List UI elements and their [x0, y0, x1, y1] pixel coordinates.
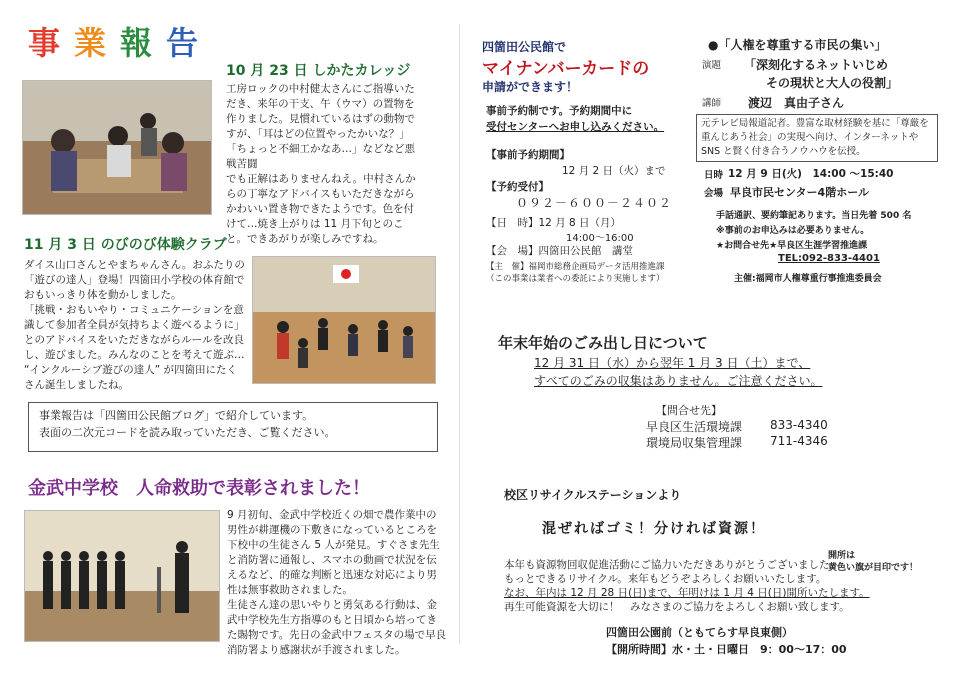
- gym-photo-image: [253, 257, 435, 383]
- mynumber-note2: （この事業は業者への委託により実施します）: [486, 274, 665, 284]
- article3-heading: 金武中学校 人命救助で表彰されました！: [28, 478, 370, 499]
- jinken-speaker: 渡辺 真由子さん: [748, 96, 845, 110]
- jinken-venue: 早良市民センター4階ホール: [730, 186, 869, 199]
- jinken-theme-label: 演題: [702, 60, 722, 71]
- mynumber-lead2: 受付センターへお申し込みください。: [486, 121, 665, 133]
- jinken-tel: TEL:092-833-4401: [778, 253, 880, 264]
- page-title: [28, 18, 198, 64]
- article2-body: ダイス山口さんとやまちゃんさん。おふたりの「遊びの達人」登場！四箇田小学校の体育館でおもいっきり体を動かしました。 「挑戦・おもいやり・コミュニケーションを意識して参加者全員が気持ちよく遊べるように」とのアドバイスをいただきながらルールを改良し、遊びました。みんなのことを考えて遊ぶ… “インクルーシブ遊びの達人” が四箇田にたくさん誕生しましたね。: [24, 259, 245, 391]
- mynumber-venue: 【会 場】四箇田公民館 講堂: [486, 245, 633, 257]
- gomi-line1: 12 月 31 日（水）から翌年 1 月 3 日（土）まで、: [534, 356, 811, 370]
- gomi-title: 年末年始のごみ出し日について: [498, 334, 708, 352]
- crafting-photo-image: [23, 81, 211, 214]
- recycle-p4: 再生可能資源を大切に！ みなさまのご協力をよろしくお願い致します。: [504, 601, 850, 613]
- article3-body: 9 月初旬、金武中学校近くの畑で農作業中の男性が耕運機の下敷きになっているところを下校中の生徒さん 5 人が発見。すぐさま先生と消防署に通報し、スマホの動画で状況を伝えるなど、的確な判断と迅速な対応により男性は無事救助されました。 生徒さん達の思いやりと勇気ある行動は、金武中学校先生方指導のもと日頃から培ってきた賜物です。先日の金武中フェスタの場で早良消防署より感謝状が手渡されました。: [227, 509, 447, 656]
- mynumber-note1: 【主 催】福岡市総務企画局データ活用推進課: [486, 262, 665, 272]
- recycle-place: 四箇田公園前（ともてらす早良東側）: [606, 626, 793, 639]
- jinken-theme1: 「深刻化するネットいじめ: [744, 58, 889, 72]
- mynumber-date: 【日 時】12 月 8 日（月）: [486, 217, 622, 229]
- recycle-slogan: 混ぜればゴミ！分ければ資源！: [542, 521, 766, 537]
- blog-note-box: 事業報告は「四箇田公民館ブログ」で紹介しています。 表面の二次元コードを読み取っていただき、ご覧ください。: [28, 402, 438, 452]
- gomi-contact2-name: 環境局収集管理課: [646, 436, 743, 450]
- jinken-notice1: 手話通訳、要約筆記あります。当日先着 500 名: [716, 211, 912, 221]
- jinken-date: 12 月 9 日(火) 14:00 〜15:40: [728, 168, 894, 180]
- gomi-contact1-tel: 833-4340: [770, 418, 828, 432]
- mynumber-time: 14:00〜16:00: [566, 233, 634, 244]
- recycle-p3: なお、年内は 12 月 28 日(日)まで、年明けは 1 月 4 日(日)開所いたします。: [504, 587, 870, 599]
- mynumber-phone: ０９２－６００－２４０２: [516, 196, 673, 210]
- column-divider: [459, 24, 460, 644]
- mynumber-subtitle: 申請ができます！: [482, 80, 579, 94]
- mynumber-pre: 四箇田公民館で: [482, 40, 567, 54]
- mynumber-period-label: 【事前予約期間】: [486, 149, 570, 161]
- article2-heading: 11 月 3 日 のびのび体験クラブ: [24, 237, 227, 253]
- gomi-contact-label: 【問合せ先】: [656, 404, 722, 417]
- recycle-p2: もっとできるリサイクル。来年もどうぞよろしくお願いいたします。: [504, 573, 827, 585]
- title-char: 業: [74, 24, 107, 62]
- gomi-line2: すべてのごみの収集はありません。ご注意ください。: [534, 374, 823, 388]
- jinken-venue-label: 会場: [704, 188, 724, 199]
- jinken-speaker-label: 講師: [702, 98, 722, 109]
- jinken-contact: ★お問合せ先★早良区生涯学習推進課: [716, 241, 868, 251]
- recycle-hours: 【開所時間】水・土・日曜日 9：00〜17：00: [606, 643, 847, 656]
- jinken-date-label: 日時: [704, 170, 724, 181]
- mynumber-period: 12 月 2 日（火）まで: [562, 165, 666, 177]
- recycle-side2: 黄色い旗が目印です！: [828, 563, 919, 573]
- mynumber-title: マイナンバーカードの: [482, 59, 650, 79]
- recycle-side1: 開所は: [828, 551, 856, 561]
- article1-heading: 10 月 23 日 しかたカレッジ: [226, 63, 411, 79]
- mynumber-lead1: 事前予約制です。予約期間中に: [486, 105, 633, 117]
- article1-body: 工房ロックの中村健太さんにご指導いただき、来年の干支、午（ウマ）の置物を作りました。見慣れているはずの動物ですが、「耳はどの位置やったかいな？」「ちょっと不細工かなあ…」などなど悪戦苦闘 でも正解はありませんねえ。中村さんからの丁寧なアドバイスもいただきながらかわいい置き物できたようです。色を付けて…焼き上がりは 11 月下旬とのこと。できあがりが楽しみですね。: [226, 83, 416, 245]
- title-char: 事: [28, 24, 61, 62]
- title-char: 報: [120, 24, 153, 62]
- mynumber-reserve-label: 【予約受付】: [486, 181, 549, 193]
- gomi-contact2-tel: 711-4346: [770, 434, 828, 448]
- gomi-contact1-name: 早良区生活環境課: [646, 420, 743, 434]
- recycle-title: 校区リサイクルステーションより: [504, 488, 682, 502]
- award-photo-image: [25, 511, 219, 641]
- article1-photo: [22, 80, 212, 215]
- title-char: 告: [166, 24, 199, 62]
- jinken-theme2: その現状と大人の役割」: [766, 76, 899, 90]
- jinken-title: ●「人権を尊重する市民の集い」: [708, 38, 887, 52]
- article3-photo: [24, 510, 220, 642]
- recycle-p1: 本年も資源物回収促進活動にご協力いただきありがとうございました: [504, 559, 830, 571]
- article2-photo: [252, 256, 436, 384]
- jinken-notice2: ※事前のお申込みは必要ありません。: [716, 226, 870, 236]
- jinken-desc-box: 元テレビ局報道記者。豊富な取材経験を基に「尊厳を重んじあう社会」の実現へ向け、インターネットや SNS と賢く付き合うノウハウを伝授。: [696, 114, 938, 162]
- jinken-org: 主催:福岡市人権尊重行事推進委員会: [734, 274, 882, 284]
